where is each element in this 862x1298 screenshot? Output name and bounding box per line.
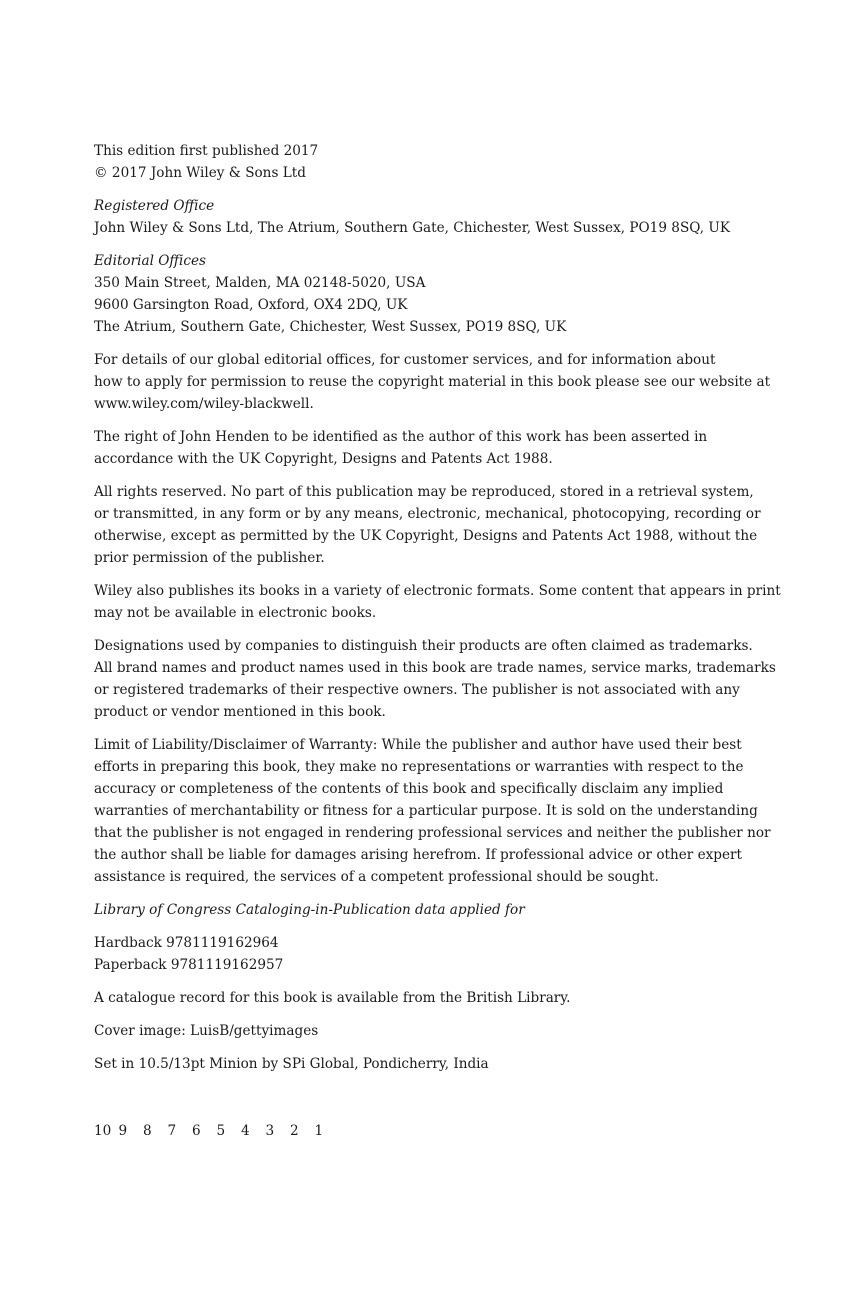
paragraph-line: accuracy or completeness of the contents of this book and specifically disclaim any implied bbox=[94, 781, 724, 797]
registered-office-address: John Wiley & Sons Ltd, The Atrium, Southern Gate, Chichester, West Sussex, PO19 8SQ, UK bbox=[94, 220, 730, 236]
paragraph-line: how to apply for permission to reuse the copyright material in this book please see our website at bbox=[94, 374, 771, 390]
print-number: 7 bbox=[167, 1123, 177, 1139]
paragraph-line: or registered trademarks of their respective owners. The publisher is not associated with any bbox=[94, 682, 740, 698]
global-offices-paragraph bbox=[94, 349, 784, 415]
paragraph-line: product or vendor mentioned in this book. bbox=[94, 704, 386, 720]
loc-data-block bbox=[94, 899, 784, 921]
editorial-office-address: 350 Main Street, Malden, MA 02148-5020, USA bbox=[94, 275, 426, 291]
loc-data-line: Library of Congress Cataloging-in-Publication data applied for bbox=[94, 902, 525, 918]
electronic-formats-paragraph bbox=[94, 580, 784, 624]
typeset-line: Set in 10.5/13pt Minion by SPi Global, Pondicherry, India bbox=[94, 1056, 489, 1072]
paragraph-line: All rights reserved. No part of this publication may be reproduced, stored in a retrieval system, bbox=[94, 484, 754, 500]
paragraph-line: otherwise, except as permitted by the UK Copyright, Designs and Patents Act 1988, without the bbox=[94, 528, 758, 544]
edition-block bbox=[94, 140, 784, 184]
paragraph-line: For details of our global editorial offices, for customer services, and for information about bbox=[94, 352, 716, 368]
print-number: 9 bbox=[118, 1123, 128, 1139]
paragraph-line: Wiley also publishes its books in a variety of electronic formats. Some content that appears in print bbox=[94, 583, 781, 599]
isbn-block bbox=[94, 932, 784, 976]
paragraph-line: warranties of merchantability or fitness for a particular purpose. It is sold on the understanding bbox=[94, 803, 758, 819]
paragraph-line: The right of John Henden to be identified as the author of this work has been asserted in bbox=[94, 429, 708, 445]
editorial-office-address: 9600 Garsington Road, Oxford, OX4 2DQ, UK bbox=[94, 297, 408, 313]
editorial-offices-heading: Editorial Offices bbox=[94, 253, 206, 269]
cover-image-line: Cover image: LuisB/gettyimages bbox=[94, 1023, 319, 1039]
paragraph-line: efforts in preparing this book, they make no representations or warranties with respect to the bbox=[94, 759, 744, 775]
liability-paragraph bbox=[94, 734, 784, 888]
registered-office-heading: Registered Office bbox=[94, 198, 215, 214]
print-number: 5 bbox=[216, 1123, 226, 1139]
author-right-paragraph bbox=[94, 426, 784, 470]
registered-office-block bbox=[94, 195, 784, 239]
print-number: 1 bbox=[314, 1123, 324, 1139]
isbn-hardback: Hardback 9781119162964 bbox=[94, 935, 279, 951]
paragraph-line: that the publisher is not engaged in rendering professional services and neither the publisher nor bbox=[94, 825, 771, 841]
paragraph-line: or transmitted, in any form or by any means, electronic, mechanical, photocopying, recording or bbox=[94, 506, 761, 522]
print-line bbox=[94, 1120, 339, 1142]
editorial-offices-block bbox=[94, 250, 784, 338]
print-number: 2 bbox=[290, 1123, 299, 1139]
paragraph-line: prior permission of the publisher. bbox=[94, 550, 325, 566]
website-link[interactable]: www.wiley.com/wiley-blackwell. bbox=[94, 396, 314, 412]
rights-reserved-paragraph bbox=[94, 481, 784, 569]
copyright-line: © 2017 John Wiley & Sons Ltd bbox=[94, 165, 306, 181]
editorial-office-address: The Atrium, Southern Gate, Chichester, West Sussex, PO19 8SQ, UK bbox=[94, 319, 567, 335]
print-number: 3 bbox=[265, 1123, 275, 1139]
paragraph-line: may not be available in electronic books. bbox=[94, 605, 377, 621]
paragraph-line: Designations used by companies to distinguish their products are often claimed as trademarks. bbox=[94, 638, 753, 654]
paragraph-line: accordance with the UK Copyright, Designs and Patents Act 1988. bbox=[94, 451, 553, 467]
cover-image-block bbox=[94, 1020, 784, 1042]
copyright-content bbox=[94, 140, 784, 1086]
paragraph-line: Limit of Liability/Disclaimer of Warranty: While the publisher and author have used their best bbox=[94, 737, 742, 753]
edition-line: This edition first published 2017 bbox=[94, 143, 319, 159]
print-number: 8 bbox=[143, 1123, 152, 1139]
print-number: 6 bbox=[192, 1123, 201, 1139]
trademarks-paragraph bbox=[94, 635, 784, 723]
catalogue-record-line: A catalogue record for this book is available from the British Library. bbox=[94, 990, 571, 1006]
paragraph-line: the author shall be liable for damages arising herefrom. If professional advice or other expert bbox=[94, 847, 743, 863]
isbn-paperback: Paperback 9781119162957 bbox=[94, 957, 284, 973]
print-number: 4 bbox=[241, 1123, 250, 1139]
print-number: 10 bbox=[94, 1123, 112, 1139]
paragraph-line: All brand names and product names used in this book are trade names, service marks, trademarks bbox=[94, 660, 776, 676]
typeset-block bbox=[94, 1053, 784, 1075]
paragraph-line: assistance is required, the services of a competent professional should be sought. bbox=[94, 869, 659, 885]
catalogue-record-block bbox=[94, 987, 784, 1009]
